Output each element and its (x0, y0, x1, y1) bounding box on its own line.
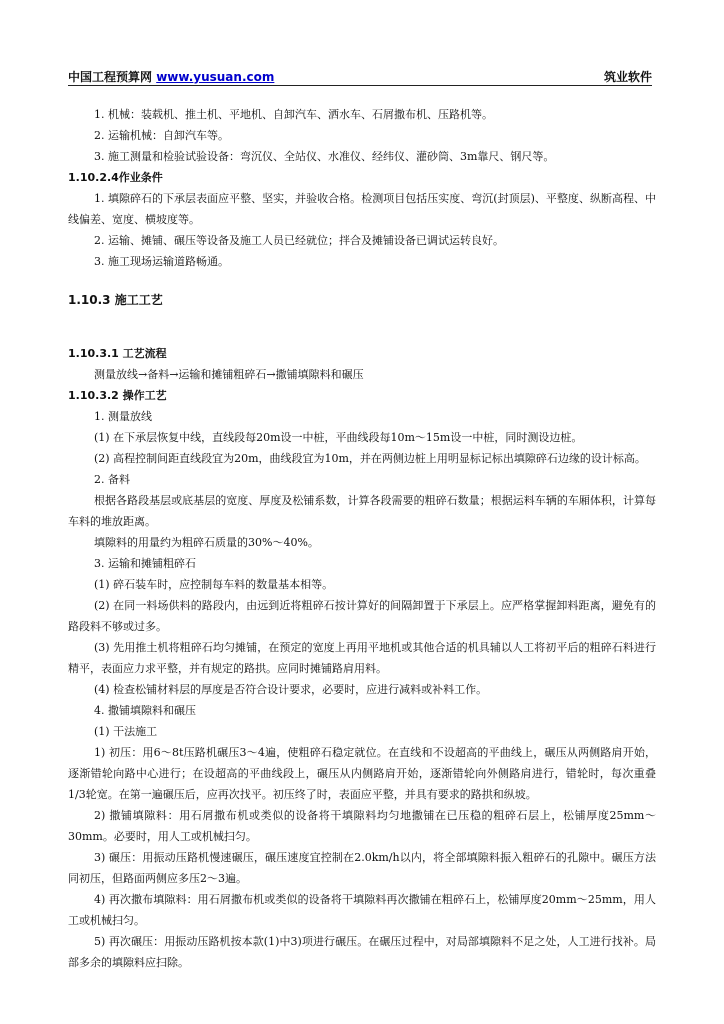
equip-item-2: 2. 运输机械：自卸汽车等。 (94, 129, 229, 142)
op-3-2: (2) 在同一料场供料的路段内，由远到近将粗碎石按计算好的间隔卸置于下承层上。应严格掌握卸料距离，避免有的路段料不够或过多。 (68, 599, 656, 633)
op-1-1: (1) 在下承层恢复中线，直线段每20m设一中桩，平曲线段每10m～15m设一中桩，同时测设边桩。 (94, 431, 583, 444)
op-3-1: (1) 碎石装车时，应控制每车料的数量基本相等。 (94, 578, 334, 591)
equip-item-1: 1. 机械：装载机、推土机、平地机、自卸汽车、洒水车、石屑撒布机、压路机等。 (94, 108, 493, 121)
condition-1: 1. 填隙碎石的下承层表面应平整、坚实，并验收合格。检测项目包括压实度、弯沉(封顶层)、平整度、纵断高程、中线偏差、宽度、横坡度等。 (68, 192, 656, 226)
header-rule (68, 85, 652, 86)
heading-process-flow: 1.10.3.1 工艺流程 (68, 347, 167, 360)
op-4-1-1: 1) 初压：用6～8t压路机碾压3～4遍，使粗碎石稳定就位。在直线和不设超高的平曲线上，碾压从两侧路肩开始，逐渐错轮向路中心进行；在设超高的平曲线段上，碾压从内侧路肩开始，逐渐错轮向外侧路肩进行，错轮时，每次重叠1/3轮宽。在第一遍碾压后，应再次找平。初压终了时，表面应平整，并具有要求的路拱和纵坡。 (68, 746, 656, 801)
op-3-4: (4) 检查松铺材料层的厚度是否符合设计要求，必要时，应进行减料或补料工作。 (94, 683, 488, 696)
op-2-text-b: 填隙料的用量约为粗碎石质量的30%～40%。 (94, 536, 319, 549)
op-4-1-5: 5) 再次碾压：用振动压路机按本款(1)中3)项进行碾压。在碾压过程中，对局部填隙料不足之处，人工进行找补。局部多余的填隙料应扫除。 (68, 935, 656, 969)
site-url-link[interactable]: www.yusuan.com (156, 70, 275, 84)
op-4-1-4: 4) 再次撒布填隙料：用石屑撒布机或类似的设备将干填隙料再次撒铺在粗碎石上，松铺厚度20mm～25mm，用人工或机械扫匀。 (68, 893, 656, 927)
site-name: 中国工程预算网 (68, 70, 153, 84)
header-left (68, 68, 274, 85)
op-4-1-dry: (1) 干法施工 (94, 725, 158, 738)
condition-2: 2. 运输、摊铺、碾压等设备及施工人员已经就位；拌合及摊铺设备已调试运转良好。 (94, 234, 504, 247)
process-flow-text: 测量放线→备料→运输和摊铺粗碎石→撒铺填隙料和碾压 (94, 368, 364, 381)
heading-construction-process: 1.10.3 施工工艺 (68, 293, 163, 307)
op-4-1-2: 2) 撒铺填隙料：用石屑撒布机或类似的设备将干填隙料均匀地撒铺在已压稳的粗碎石层上，松铺厚度25mm～30mm。必要时，用人工或机械扫匀。 (68, 809, 656, 843)
op-3-transport: 3. 运输和摊铺粗碎石 (94, 557, 196, 570)
heading-work-conditions: 1.10.2.4作业条件 (68, 171, 163, 184)
op-1-survey: 1. 测量放线 (94, 410, 152, 423)
op-3-3: (3) 先用推土机将粗碎石均匀摊铺，在预定的宽度上再用平地机或其他合适的机具辅以人工将初平后的粗碎石料进行精平，表面应力求平整，并有规定的路拱。应同时摊铺路肩用料。 (68, 641, 656, 675)
op-1-2: (2) 高程控制间距直线段宜为20m，曲线段宜为10m，并在两侧边桩上用明显标记标出填隙碎石边缘的设计标高。 (94, 452, 646, 465)
document-body (68, 104, 656, 973)
op-2-text-a: 根据各路段基层或底基层的宽度、厚度及松铺系数，计算各段需要的粗碎石数量；根据运料车辆的车厢体积，计算每车料的堆放距离。 (68, 494, 656, 528)
company-name: 筑业软件 (603, 70, 652, 84)
op-4-spread-compact: 4. 撒铺填隙料和碾压 (94, 704, 196, 717)
op-2-materials: 2. 备料 (94, 473, 130, 486)
op-4-1-3: 3) 碾压：用振动压路机慢速碾压，碾压速度宜控制在2.0km/h以内，将全部填隙料振入粗碎石的孔隙中。碾压方法同初压，但路面两侧应多压2～3遍。 (68, 851, 656, 885)
heading-operation: 1.10.3.2 操作工艺 (68, 389, 167, 402)
condition-3: 3. 施工现场运输道路畅通。 (94, 255, 229, 268)
equip-item-3: 3. 施工测量和检验试验设备：弯沉仪、全站仪、水准仪、经纬仪、灌砂筒、3m靠尺、钢尺等。 (94, 150, 555, 163)
